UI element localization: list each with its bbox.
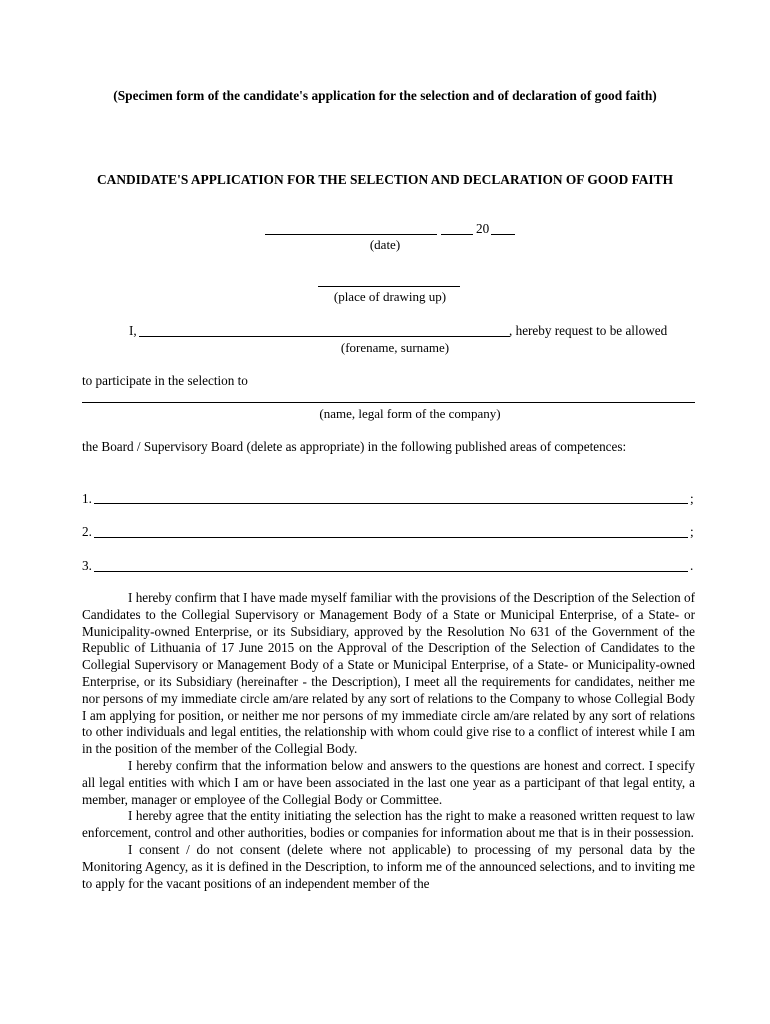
- competence-1-number: 1.: [82, 491, 92, 506]
- competence-3-end: .: [690, 558, 694, 573]
- place-caption: (place of drawing up): [333, 289, 447, 304]
- board-text: the Board / Supervisory Board (delete as appropriate) in the following published areas of competences:: [82, 439, 627, 454]
- paragraph-consent: I consent / do not consent (delete where not applicable) to processing of my personal data by the Monitoring Agency, as it is defined in the Description, to inform me of the announced selections, and to inviting me to apply for the vacant positions of an independent member of the: [82, 841, 695, 891]
- competence-2-number: 2.: [82, 524, 92, 539]
- name-blank-line[interactable]: [139, 336, 510, 337]
- competence-2-end: ;: [690, 524, 694, 539]
- company-caption: (name, legal form of the company): [319, 406, 501, 421]
- document-title: CANDIDATE'S APPLICATION FOR THE SELECTION AND DECLARATION OF GOOD FAITH: [97, 172, 673, 187]
- place-blank-line[interactable]: [318, 286, 460, 287]
- competence-2-blank-line[interactable]: [94, 537, 688, 538]
- paragraph-confirmation: I hereby confirm that I have made myself familiar with the provisions of the Description of the Selection of Candidates to the Collegial Supervisory or Management Body of a State or Municipal Enterprise, of a State- or Municipality-owned Enterprise, or its Subsidiary, approved by the Resolution No 631 of the Government of the Republic of Lithuania of 17 June 2015 on the Approval of the Description of the Selection of Candidates to the Collegial Supervisory or Management Body of a State or Municipal Enterprise, of a State- or Municipality-owned Enterprise, or its Subsidiary (hereinafter - the Description), I meet all the requirements for candidates, neither me nor persons of my immediate circle am/are related by any sort of relations to the Company to whose Collegial Body I am applying for position, or neither me nor persons of my immediate circle am/are related by any sort of relations to other individuals and legal entities, the relationship with whom could give rise to a conflict of interest while I am in the position of the member of the Collegial Body.: [82, 590, 695, 757]
- date-caption: (date): [369, 237, 401, 252]
- paragraph-agreement: I hereby agree that the entity initiating the selection has the right to make a reasoned written request to law enforcement, control and other authorities, bodies or companies for information about me that is in their possession.: [82, 808, 695, 841]
- participate-text: to participate in the selection to: [82, 373, 248, 388]
- specimen-heading: (Specimen form of the candidate's application for the selection and of declaration of good faith): [113, 88, 657, 103]
- date-year-blank-line[interactable]: [491, 234, 515, 235]
- date-blank-line[interactable]: [265, 234, 437, 235]
- company-blank-line[interactable]: [82, 402, 695, 403]
- date-day-blank-line[interactable]: [441, 234, 473, 235]
- competence-3-number: 3.: [82, 558, 92, 573]
- name-suffix: , hereby request to be allowed: [509, 323, 668, 338]
- body-text: [82, 590, 695, 892]
- competence-3-blank-line[interactable]: [94, 571, 688, 572]
- competence-1-end: ;: [690, 491, 694, 506]
- date-year-prefix: 20: [476, 221, 490, 236]
- paragraph-honesty: I hereby confirm that the information below and answers to the questions are honest and correct. I specify all legal entities with which I am or have been associated in the last one year as a participant of that legal entity, a member, manager or employee of the Collegial Body or Committee.: [82, 757, 695, 807]
- competence-1-blank-line[interactable]: [94, 503, 688, 504]
- name-prefix: I,: [129, 323, 137, 338]
- name-caption: (forename, surname): [340, 340, 450, 355]
